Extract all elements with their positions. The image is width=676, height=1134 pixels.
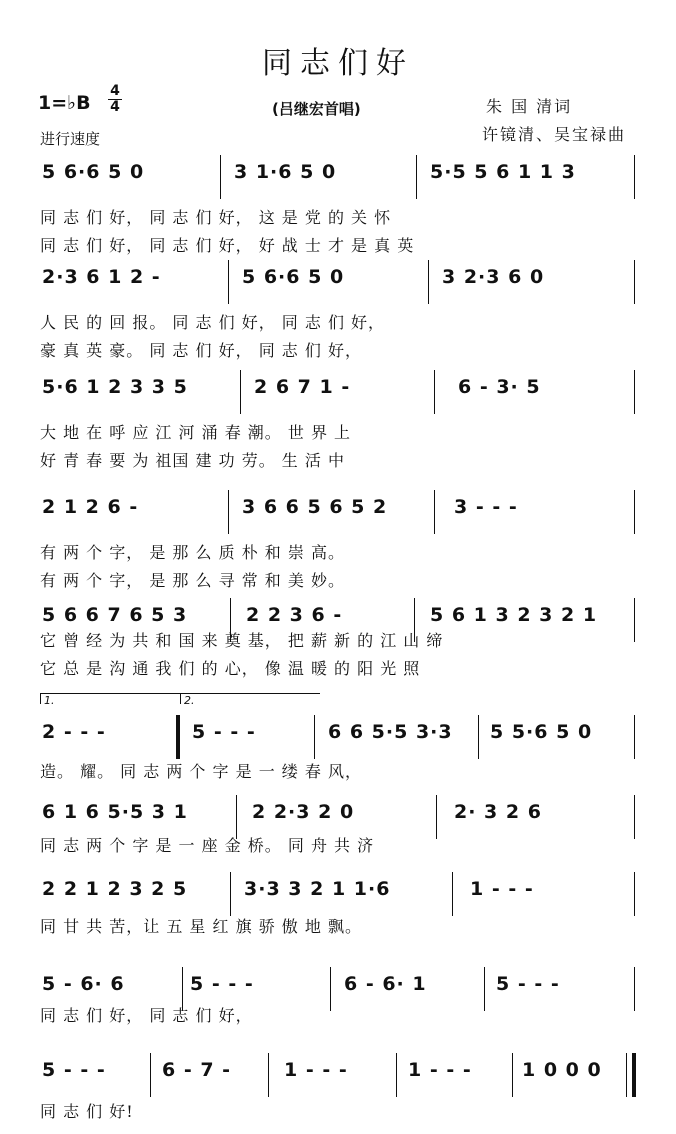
second-ending-bracket: 2. — [180, 693, 320, 704]
measure: 1 0 0 0 — [522, 1059, 602, 1081]
lyric-line: 有 两 个 字， 是 那 么 质 朴 和 崇 高。 — [40, 543, 345, 562]
measure: 5 6 1 3 2 3 2 1 — [430, 604, 598, 626]
tempo-marking: 进行速度 — [40, 130, 101, 148]
measure: 2 6 7 1 - — [254, 376, 351, 398]
measure: 5 6 6 7 6 5 3 — [42, 604, 188, 626]
lyric-line: 它 曾 经 为 共 和 国 来 奠 基， 把 薪 新 的 江 山 缔 — [40, 631, 444, 650]
first-ending-bracket: 1. — [40, 693, 180, 704]
lyric-line: 同 志 们 好! — [40, 1102, 134, 1121]
time-signature-top: 4 — [110, 83, 120, 99]
measure: 2 - - - — [42, 721, 106, 743]
time-signature-bottom: 4 — [108, 99, 122, 115]
time-signature — [108, 84, 122, 115]
song-title: 同志们好 — [262, 46, 414, 81]
lyric-line: 好 青 春 要 为 祖国 建 功 劳。 生 活 中 — [40, 451, 345, 470]
measure: 1 - - - — [408, 1059, 472, 1081]
measure: 6 - 3· 5 — [458, 376, 541, 398]
lyric-line: 豪 真 英 豪。 同 志 们 好， 同 志 们 好， — [40, 341, 362, 360]
measure: 5 - - - — [42, 1059, 106, 1081]
measure: 6 - 7 - — [162, 1059, 232, 1081]
measure: 3·3 3 2 1 1·6 — [244, 878, 391, 900]
lyric-line: 同 志 们 好， 同 志 们 好， 好 战 士 才 是 真 英 — [40, 236, 415, 255]
measure: 5 6·6 5 0 — [242, 266, 345, 288]
composer-credit: 许镜清、吴宝禄曲 — [482, 125, 627, 144]
measure: 5 - 6· 6 — [42, 973, 125, 995]
measure: 2 2·3 2 0 — [252, 801, 355, 823]
lyric-line: 人 民 的 回 报。 同 志 们 好， 同 志 们 好， — [40, 313, 386, 332]
measure: 5 - - - — [496, 973, 560, 995]
lyric-line: 同 甘 共 苦，让 五 星 红 旗 骄 傲 地 飘。 — [40, 917, 362, 936]
measure: 2 2 3 6 - — [246, 604, 343, 626]
lyric-line: 同 志 们 好， 同 志 们 好， — [40, 1006, 253, 1025]
lyric-line: 大 地 在 呼 应 江 河 涌 春 潮。 世 界 上 — [40, 423, 352, 442]
measure: 6 - 6· 1 — [344, 973, 427, 995]
lyric-line: 同 志 两 个 字 是 一 座 金 桥。 同 舟 共 济 — [40, 836, 375, 855]
lyricist-credit: 朱 国 清词 — [486, 97, 573, 116]
measure: 2 1 2 6 - — [42, 496, 139, 518]
measure: 6 1 6 5·5 3 1 — [42, 801, 188, 823]
measure: 2 2 1 2 3 2 5 — [42, 878, 188, 900]
lyric-line: 造。 耀。 同 志 两 个 字 是 一 缕 春 风， — [40, 762, 362, 781]
measure: 5·6 1 2 3 3 5 — [42, 376, 188, 398]
measure: 5·5 5 6 1 1 3 — [430, 161, 576, 183]
singer-credit: (吕继宏首唱) — [272, 100, 361, 118]
measure: 3 2·3 6 0 — [442, 266, 545, 288]
measure: 3 6 6 5 6 5 2 — [242, 496, 388, 518]
measure: 1 - - - — [284, 1059, 348, 1081]
measure: 5 5·6 5 0 — [490, 721, 593, 743]
measure: 3 1·6 5 0 — [234, 161, 337, 183]
measure: 5 6·6 5 0 — [42, 161, 145, 183]
measure: 3 - - - — [454, 496, 518, 518]
lyric-line: 有 两 个 字， 是 那 么 寻 常 和 美 妙。 — [40, 571, 345, 590]
key-signature: 1=♭B — [38, 92, 91, 114]
measure: 1 - - - — [470, 878, 534, 900]
measure: 5 - - - — [190, 973, 254, 995]
measure: 2· 3 2 6 — [454, 801, 542, 823]
lyric-line: 同 志 们 好， 同 志 们 好， 这 是 党 的 关 怀 — [40, 208, 392, 227]
measure: 2·3 6 1 2 - — [42, 266, 161, 288]
lyric-line: 它 总 是 沟 通 我 们 的 心， 像 温 暖 的 阳 光 照 — [40, 659, 421, 678]
measure: 5 - - - — [192, 721, 256, 743]
measure: 6 6 5·5 3·3 — [328, 721, 453, 743]
